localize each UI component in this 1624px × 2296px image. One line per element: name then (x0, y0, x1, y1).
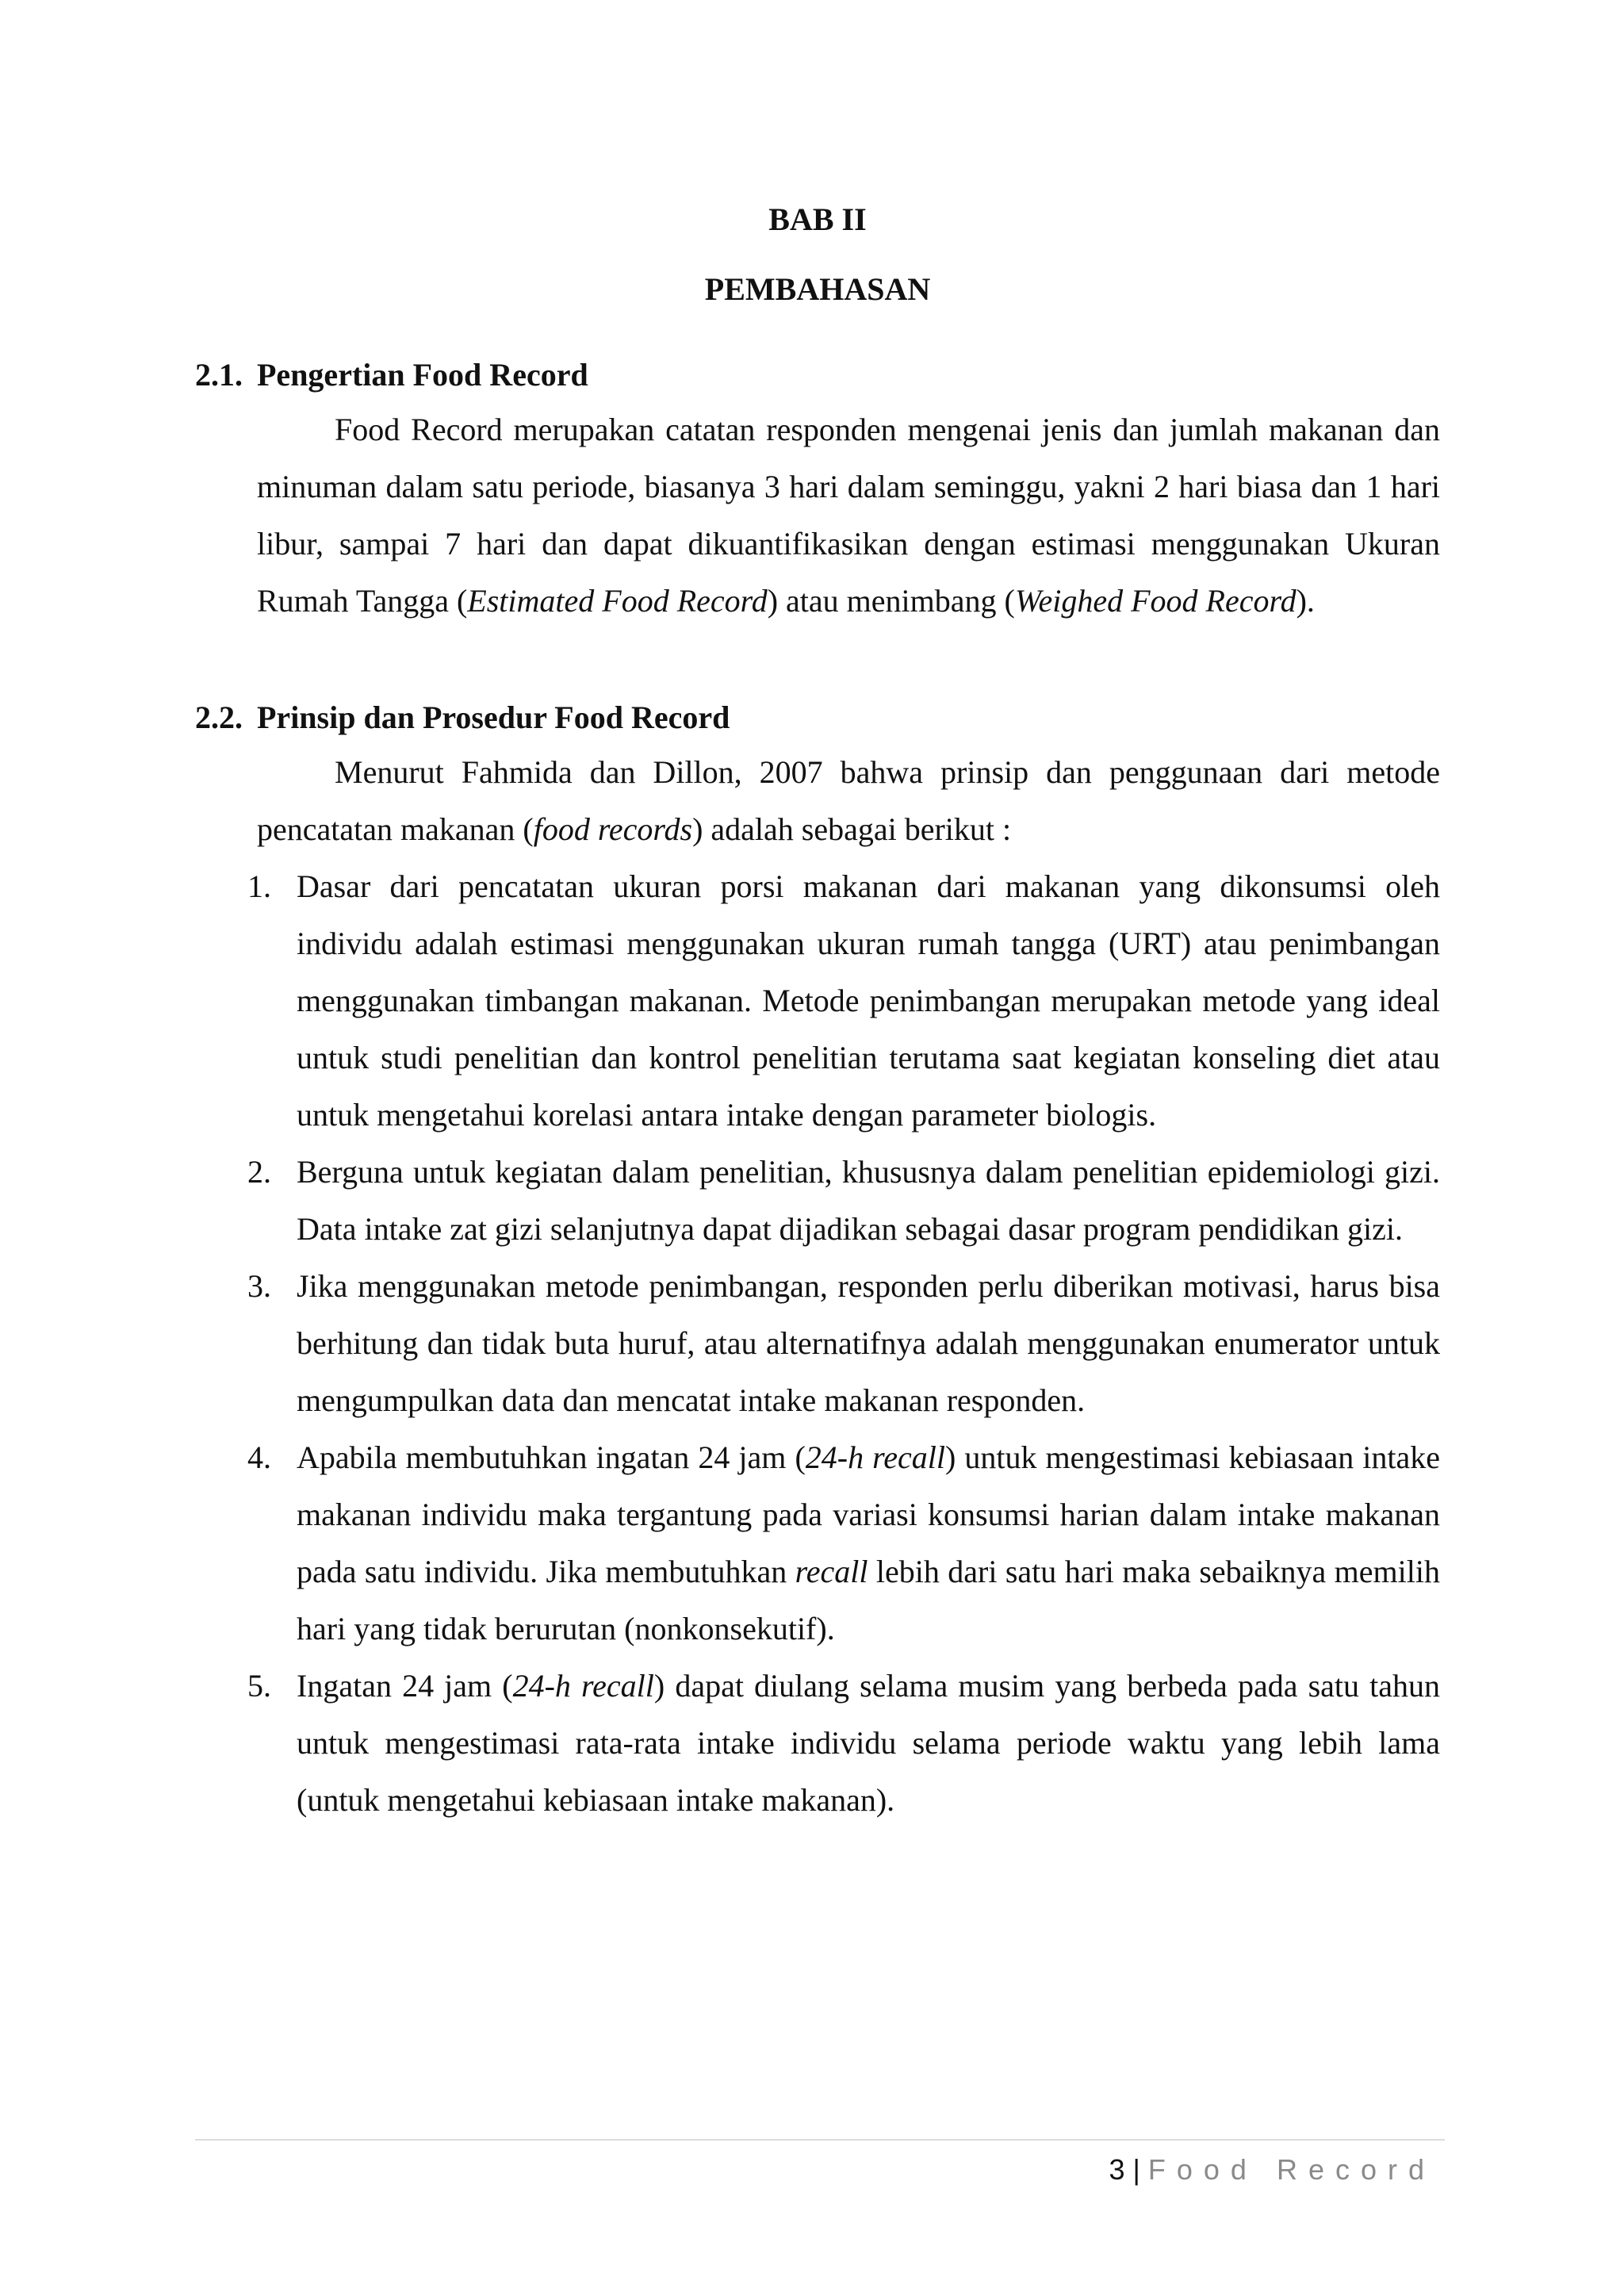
list-number: 5. (247, 1668, 271, 1704)
text-run: ) adalah sebagai berikut : (692, 811, 1012, 847)
chapter-title: PEMBAHASAN (704, 271, 931, 307)
list-number: 1. (247, 868, 271, 904)
text-run: Apabila membutuhkan ingatan 24 jam ( (297, 1439, 806, 1475)
list-item (219, 1658, 1440, 1829)
list-number: 2. (247, 1154, 271, 1190)
list-number: 3. (247, 1268, 271, 1304)
section-2-1-paragraph (257, 401, 1440, 630)
page-number: 3 (1109, 2153, 1125, 2186)
section-title: Pengertian Food Record (257, 357, 588, 393)
list-text (297, 1429, 1440, 1658)
text-run: lebih dari satu hari maka sebaiknya memilih hari yang tidak berurutan (nonkonsekutif). (297, 1554, 1441, 1646)
principles-list (219, 858, 1440, 1829)
footer-divider (195, 2139, 1445, 2141)
italic-term: 24-h recall (512, 1668, 654, 1704)
text-run: Ingatan 24 jam ( (297, 1668, 513, 1704)
list-item (219, 1258, 1440, 1429)
text-run: ). (1296, 583, 1315, 619)
list-text (297, 1658, 1440, 1829)
text-run: Food Record merupakan catatan responden mengenai jenis dan jumlah makanan dan minuman dalam satu periode, biasanya 3 hari dalam seminggu, yakni 2 hari biasa dan 1 hari libur, sampai 7 hari dan dapat dikuantifikasikan dengan estimasi menggunakan Ukuran Rumah Tangga ( (257, 412, 1440, 619)
section-heading-2-1 (195, 355, 588, 395)
footer-separator: | (1132, 2153, 1140, 2186)
section-2-2-intro (257, 744, 1440, 858)
italic-term: food records (533, 811, 693, 847)
italic-term: 24-h recall (805, 1439, 945, 1475)
text-run: Menurut Fahmida dan Dillon, 2007 bahwa prinsip dan penggunaan dari metode pencatatan makanan ( (257, 754, 1440, 847)
page-footer (1109, 2151, 1436, 2189)
list-text: Dasar dari pencatatan ukuran porsi makanan dari makanan yang dikonsumsi oleh individu adalah estimasi menggunakan ukuran rumah tangga (URT) atau penimbangan menggunakan timbangan makanan. Metode penimbangan merupakan metode yang ideal untuk studi penelitian dan kontrol penelitian terutama saat kegiatan konseling diet atau untuk mengetahui korelasi antara intake dengan parameter biologis. (297, 868, 1440, 1133)
list-number: 4. (247, 1439, 271, 1475)
text-run: ) untuk mengestimasi kebiasaan intake makanan individu maka tergantung pada variasi konsumsi harian dalam intake makanan pada satu individu. Jika membutuhkan (297, 1439, 1440, 1589)
footer-document-name: Food Record (1147, 2153, 1435, 2186)
text-run: ) dapat diulang selama musim yang berbeda pada satu tahun untuk mengestimasi rata-rata intake individu selama periode waktu yang lebih lama (untuk mengetahui kebiasaan intake makanan). (297, 1668, 1440, 1818)
list-text: Berguna untuk kegiatan dalam penelitian, khususnya dalam penelitian epidemiologi gizi. Data intake zat gizi selanjutnya dapat dijadikan sebagai dasar program pendidikan gizi. (297, 1154, 1440, 1247)
italic-term: recall (795, 1554, 868, 1589)
list-item (219, 1429, 1440, 1658)
text-run: ) atau menimbang ( (767, 583, 1015, 619)
section-heading-2-2 (195, 698, 730, 738)
italic-term: Estimated Food Record (467, 583, 768, 619)
section-title: Prinsip dan Prosedur Food Record (257, 700, 730, 735)
list-item (219, 1144, 1440, 1258)
list-item (219, 858, 1440, 1144)
italic-term: Weighed Food Record (1014, 583, 1297, 619)
list-text: Jika menggunakan metode penimbangan, responden perlu diberikan motivasi, harus bisa berhitung dan tidak buta huruf, atau alternatifnya adalah menggunakan enumerator untuk mengumpulkan data dan mencatat intake makanan responden. (297, 1268, 1440, 1418)
section-number: 2.1. (195, 357, 243, 393)
chapter-label: BAB II (768, 201, 867, 237)
section-number: 2.2. (195, 700, 243, 735)
